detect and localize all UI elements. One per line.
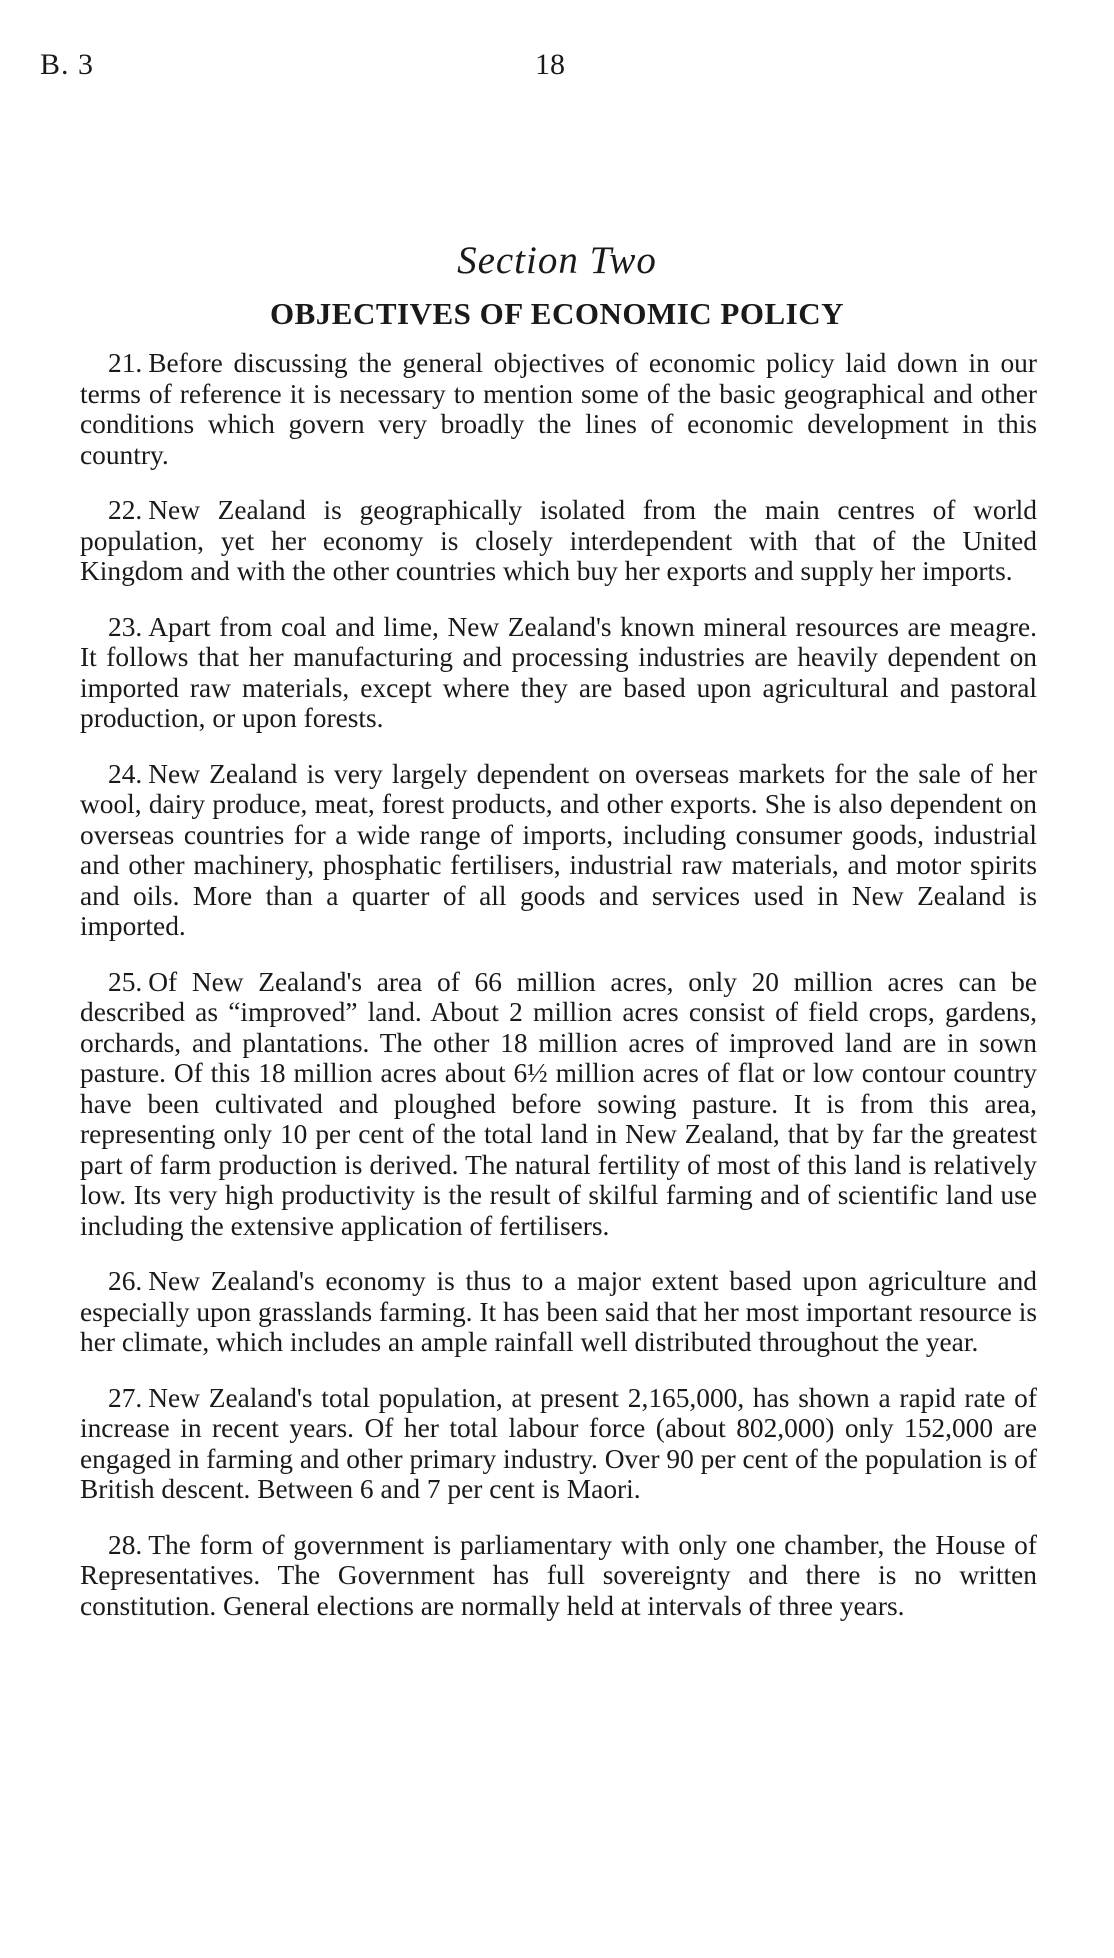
paragraph-number: 28. xyxy=(108,1529,143,1560)
paragraph-number: 22. xyxy=(108,495,143,525)
paragraph-text: New Zealand's total population, at present 2,165,000, has shown a rapid rate of increase in recent years. Of her total labour force (about 802,000) only 152,000 are engaged in farming and other primary industry. Over 90 per cent of the population is of British descent. Between 6 and 7 per cent is Maori. xyxy=(80,1382,1037,1504)
paragraph-text: Of New Zealand's area of 66 million acres, only 20 million acres can be described as “improved” land. About 2 million acres consist of field crops, gardens, orchards, and plantations. The other 18 million acres of improved land are in sown pasture. Of this 18 million acres about 6½ million acres of flat or low contour country have been cultivated and ploughed before sowing pasture. It is from this area, representing only 10 per cent of the total land in New Zealand, that by far the greatest part of farm production is derived. The natural fertility of most of this land is relatively low. Its very high productivity is the result of skilful farming and of scientific land use including the extensive application of fertilisers. xyxy=(80,966,1037,1241)
paragraph-22 xyxy=(80,495,1037,587)
paragraph-26 xyxy=(80,1266,1037,1358)
paragraph-text: New Zealand's economy is thus to a major extent based upon agriculture and especially upon grasslands farming. It has been said that her most important resource is her climate, which includes an ample rainfall well distributed throughout the year. xyxy=(80,1266,1037,1357)
paragraph-21 xyxy=(80,348,1037,470)
paragraph-25 xyxy=(80,967,1037,1242)
page-number: 18 xyxy=(535,48,565,81)
paragraph-text: New Zealand is very largely dependent on overseas markets for the sale of her wool, dairy produce, meat, forest products, and other exports. She is also dependent on overseas countries for a wide range of imports, including consumer goods, industrial and other machinery, phosphatic fertilisers, industrial raw materials, and motor spirits and oils. More than a quarter of all goods and services used in New Zealand is imported. xyxy=(80,758,1037,941)
paragraph-number: 27. xyxy=(108,1382,143,1413)
paragraph-text: New Zealand is geographically isolated from the main centres of world population, yet her economy is closely interdependent with that of the United Kingdom and with the other countries which buy her exports and supply her imports. xyxy=(80,495,1037,586)
paragraph-text: The form of government is parliamentary with only one chamber, the House of Representatives. The Government has full sovereignty and there is no written constitution. General elections are normally held at intervals of three years. xyxy=(80,1529,1037,1621)
paragraph-number: 23. xyxy=(108,611,143,642)
section-label: Section Two xyxy=(457,239,657,282)
paragraph-number: 26. xyxy=(108,1266,143,1296)
paragraph-number: 24. xyxy=(108,758,143,789)
paragraph-number: 25. xyxy=(108,966,143,997)
paragraph-23 xyxy=(80,612,1037,734)
paragraph-text: Before discussing the general objectives of economic policy laid down in our terms of reference it is necessary to mention some of the basic geographical and other conditions which govern very broadly the lines of economic development in this country. xyxy=(80,348,1037,470)
paragraph-text: Apart from coal and lime, New Zealand's known mineral resources are meagre. It follows that her manufacturing and processing industries are heavily dependent on imported raw materials, except where they are based upon agricultural and pastoral production, or upon forests. xyxy=(80,611,1037,733)
section-title: OBJECTIVES OF ECONOMIC POLICY xyxy=(270,296,844,331)
body-text xyxy=(80,348,1037,1646)
document-reference: B. 3 xyxy=(40,48,95,81)
paragraph-24 xyxy=(80,759,1037,942)
paragraph-27 xyxy=(80,1383,1037,1505)
paragraph-number: 21. xyxy=(108,348,143,378)
paragraph-28 xyxy=(80,1530,1037,1622)
